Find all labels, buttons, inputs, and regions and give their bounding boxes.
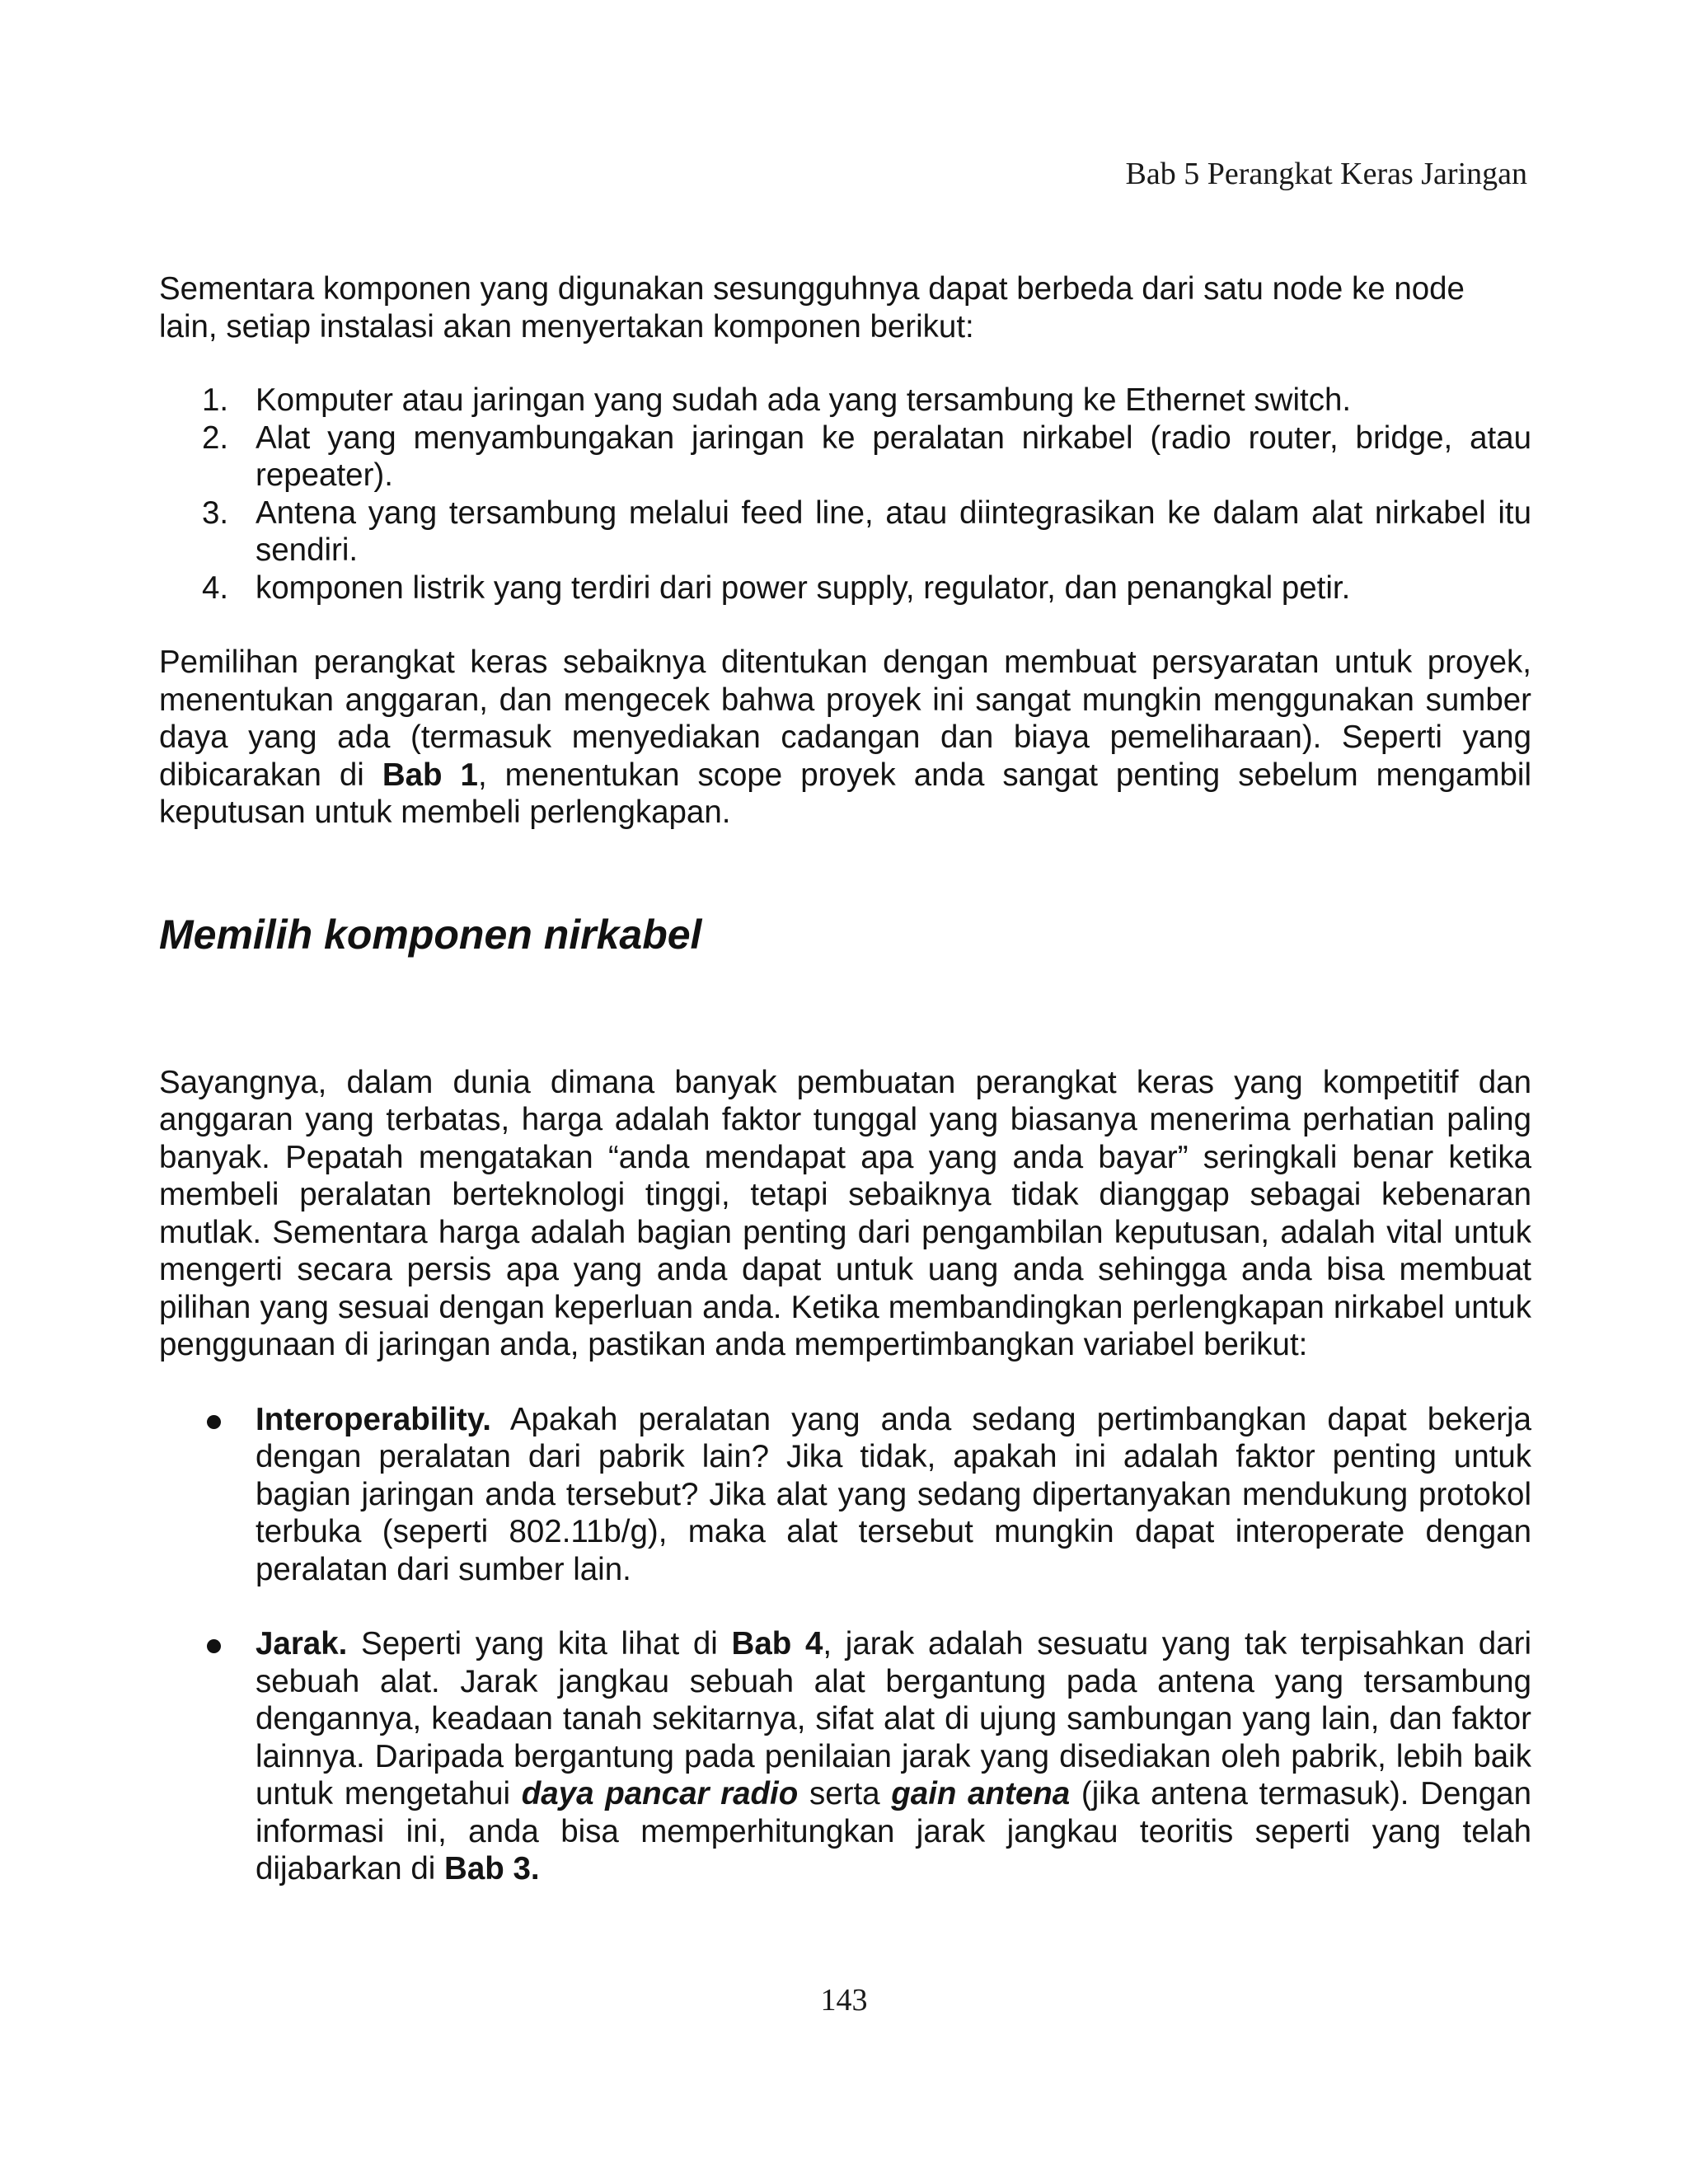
- bullet-text: (jika antena termasuk). Dengan informasi ini, anda bisa memperhitungkan jarak jangkau teoritis seperti yang telah dijabarkan di: [256, 1776, 1532, 1886]
- bullet-icon: [207, 1639, 221, 1653]
- paragraph-text: , menentukan scope proyek anda sangat penting sebelum mengambil keputusan untuk membeli perlengkapan.: [159, 757, 1531, 830]
- list-item-number: 1.: [202, 382, 229, 418]
- section-paragraph: Sayangnya, dalam dunia dimana banyak pembuatan perangkat keras yang kompetitif dan anggaran yang terbatas, harga adalah faktor tunggal yang biasanya menerima perhatian paling banyak. Pepatah mengatakan “anda mendapat apa yang anda bayar” seringkali benar ketika membeli peralatan berteknologi tinggi, tetapi sebaiknya tidak dianggap sebagai kebenaran mutlak. Sementara harga adalah bagian penting dari pengambilan keputusan, adalah vital untuk mengerti secara persis apa yang anda dapat untuk uang anda sehingga anda bisa membuat pilihan yang sesuai dengan keperluan anda. Ketika membandingkan perlengkapan nirkabel untuk penggunaan di jaringan anda, pastikan anda mempertimbangkan variabel berikut:: [159, 1064, 1531, 1362]
- list-item: [159, 569, 1531, 607]
- list-item-text: Komputer atau jaringan yang sudah ada yang tersambung ke Ethernet switch.: [256, 382, 1352, 418]
- bullet-text: , jarak adalah sesuatu yang tak terpisahkan dari sebuah alat. Jarak jangkau sebuah alat bergantung pada antena yang tersambung dengannya, keadaan tanah sekitarnya, sifat alat di ujung sambungan yang lain, dan faktor lainnya. Daripada bergantung pada penilaian jarak yang disediakan oleh pabrik, lebih baik untuk mengetahui: [256, 1626, 1532, 1811]
- paragraph-text: Pemilihan perangkat keras sebaiknya ditentukan dengan membuat persyaratan untuk proyek, menentukan anggaran, dan mengecek bahwa proyek ini sangat mungkin menggunakan sumber daya yang ada (termasuk menyediakan cadangan dan biaya pemeliharaan). Seperti yang dibicarakan di: [159, 644, 1531, 793]
- bullet-term: Interoperability.: [256, 1401, 491, 1437]
- bullet-text: Seperti yang kita lihat di: [347, 1626, 732, 1661]
- list-item-number: 3.: [202, 494, 229, 531]
- intro-paragraph: Sementara komponen yang digunakan sesungguhnya dapat berbeda dari satu node ke node lain, setiap instalasi akan menyertakan komponen berikut:: [159, 271, 1465, 344]
- list-item-text: komponen listrik yang terdiri dari power supply, regulator, dan penangkal petir.: [256, 569, 1351, 606]
- bullet-text: serta: [798, 1776, 892, 1811]
- page-content: [159, 270, 1531, 1925]
- bullet-text: Apakah peralatan yang anda sedang pertimbangkan dapat bekerja dengan peralatan dari pabrik lain? Jika tidak, apakah ini adalah faktor penting untuk bagian jaringan anda tersebut? Jika alat yang sedang dipertanyakan mendukung protokol terbuka (seperti 802.11b/g), maka alat tersebut mungkin dapat interoperate dengan peralatan dari sumber lain.: [256, 1401, 1531, 1587]
- hardware-selection-paragraph: [159, 644, 1531, 832]
- page-number: 143: [820, 1983, 868, 2018]
- chapter-reference: Bab 3.: [444, 1851, 540, 1886]
- list-item-text: Alat yang menyambungakan jaringan ke peralatan nirkabel (radio router, bridge, atau repeater).: [256, 419, 1531, 493]
- list-item-number: 4.: [202, 569, 229, 606]
- components-list: [159, 382, 1531, 607]
- list-item: [159, 419, 1531, 494]
- list-item: [159, 494, 1531, 569]
- chapter-reference: Bab 1: [382, 757, 478, 793]
- bullet-term: Jarak.: [256, 1626, 348, 1661]
- list-item-text: Antena yang tersambung melalui feed line, atau diintegrasikan ke dalam alat nirkabel itu sendiri.: [256, 494, 1531, 568]
- variables-list: [159, 1401, 1531, 1888]
- emphasis-term: gain antena: [891, 1776, 1071, 1811]
- emphasis-term: daya pancar radio: [521, 1776, 799, 1811]
- section-heading: Memilih komponen nirkabel: [159, 911, 702, 958]
- list-item: [159, 382, 1531, 419]
- list-item-jarak: [159, 1625, 1531, 1888]
- running-header: Bab 5 Perangkat Keras Jaringan: [1125, 157, 1527, 191]
- list-item-number: 2.: [202, 419, 229, 456]
- chapter-reference: Bab 4: [731, 1626, 823, 1661]
- bullet-icon: [207, 1415, 221, 1429]
- list-item-interoperability: [159, 1401, 1531, 1589]
